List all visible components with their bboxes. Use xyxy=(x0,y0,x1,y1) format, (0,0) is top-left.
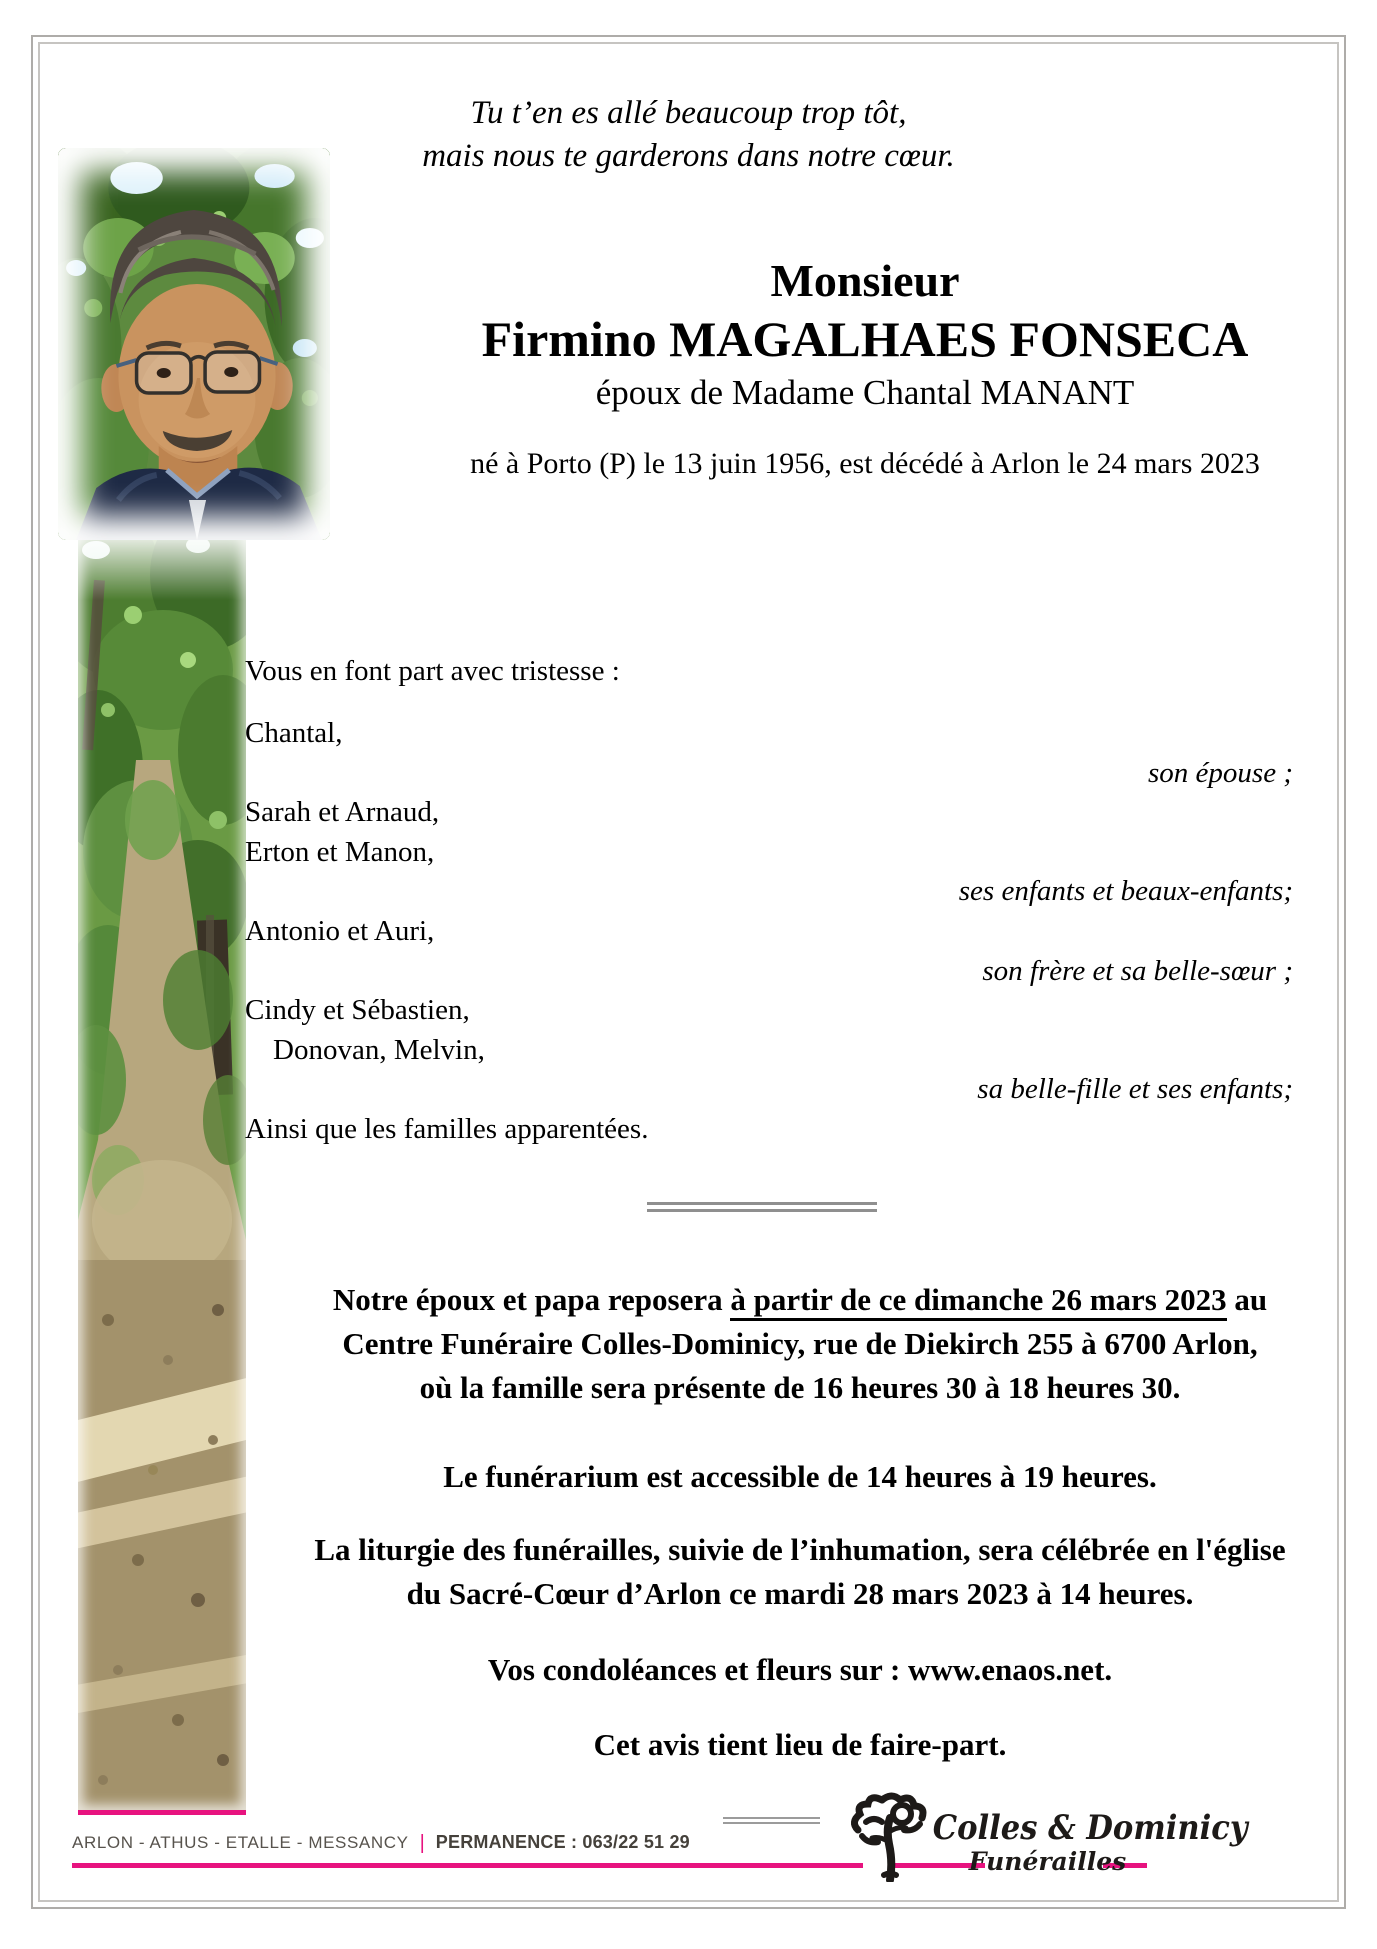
family-line: Erton et Manon, xyxy=(245,835,435,868)
deceased-name: Firmino MAGALHAES FONSECA xyxy=(481,311,1249,367)
condolences-line: Vos condoléances et fleurs sur : www.enaos.net. xyxy=(487,1652,1113,1687)
family-relation-line: sa belle-fille et ses enfants; xyxy=(977,1073,1293,1106)
family-list xyxy=(245,714,1293,1150)
liturgy-line-1: La liturgie des funérailles, suivie de l’inhumation, sera célébrée en l'église xyxy=(314,1532,1286,1567)
portrait-art xyxy=(58,148,330,540)
family-relation-line: son frère et sa belle-sœur ; xyxy=(982,954,1293,987)
footer-separator: | xyxy=(419,1832,425,1854)
brand-subtitle: Funérailles xyxy=(968,1847,1127,1876)
forest-path-art xyxy=(78,520,246,1810)
quote-line-2: mais nous te garderons dans notre cœur. xyxy=(422,138,955,174)
family-line: Sarah et Arnaud, xyxy=(245,796,440,829)
repose-line-2: Centre Funéraire Colles-Dominicy, rue de Diekirch 255 à 6700 Arlon, xyxy=(342,1326,1258,1361)
footer-small-divider xyxy=(723,1817,820,1824)
family-line: Donovan, Melvin, xyxy=(273,1033,485,1066)
repose-underlined-date: à partir de ce dimanche 26 mars 2023 xyxy=(730,1282,1226,1321)
repose-text-end: au xyxy=(1226,1282,1268,1317)
repose-line-3: où la famille sera présente de 16 heures 30 à 18 heures 30. xyxy=(419,1370,1181,1405)
repose-text: Notre époux et papa reposera xyxy=(332,1282,731,1317)
title-block xyxy=(390,254,1340,484)
quote-line-1: Tu t’en es allé beaucoup trop tôt, xyxy=(470,95,907,131)
footer-permanence: PERMANENCE : 063/22 51 29 xyxy=(435,1832,690,1852)
life-dates: né à Porto (P) le 13 juin 1956, est décédé à Arlon le 24 mars 2023 xyxy=(470,447,1260,480)
family-line: Cindy et Sébastien, xyxy=(245,994,470,1027)
family-relation-line: son épouse ; xyxy=(1148,756,1293,789)
section-divider xyxy=(647,1202,877,1212)
spouse-line: époux de Madame Chantal MANANT xyxy=(595,373,1135,412)
repose-line-1 xyxy=(260,1278,1340,1322)
funeral-home-brand xyxy=(920,1808,1248,1876)
family-intro: Vous en font part avec tristesse : xyxy=(245,655,620,687)
family-relation-line: ses enfants et beaux-enfants; xyxy=(958,875,1293,908)
brand-name: Colles & Dominicy xyxy=(932,1808,1248,1848)
footer-pink-rule-left xyxy=(72,1863,863,1868)
footer-locations-text: ARLON - ATHUS - ETALLE - MESSANCY xyxy=(72,1833,409,1852)
forest-path-photo xyxy=(78,520,246,1810)
footer-info xyxy=(72,1832,690,1853)
family-line: Chantal, xyxy=(245,717,343,749)
portrait-photo xyxy=(58,148,330,540)
announcement-block xyxy=(260,1278,1340,1767)
notice-line: Cet avis tient lieu de faire-part. xyxy=(593,1727,1007,1762)
family-line: Antonio et Auri, xyxy=(245,914,435,947)
strip-pink-underline xyxy=(78,1810,246,1815)
family-closing: Ainsi que les familles apparentées. xyxy=(245,1112,649,1145)
deceased-salutation: Monsieur xyxy=(770,255,960,306)
funerarium-line: Le funérarium est accessible de 14 heures à 19 heures. xyxy=(443,1459,1157,1494)
liturgy-line-2: du Sacré-Cœur d’Arlon ce mardi 28 mars 2023 à 14 heures. xyxy=(406,1576,1194,1611)
